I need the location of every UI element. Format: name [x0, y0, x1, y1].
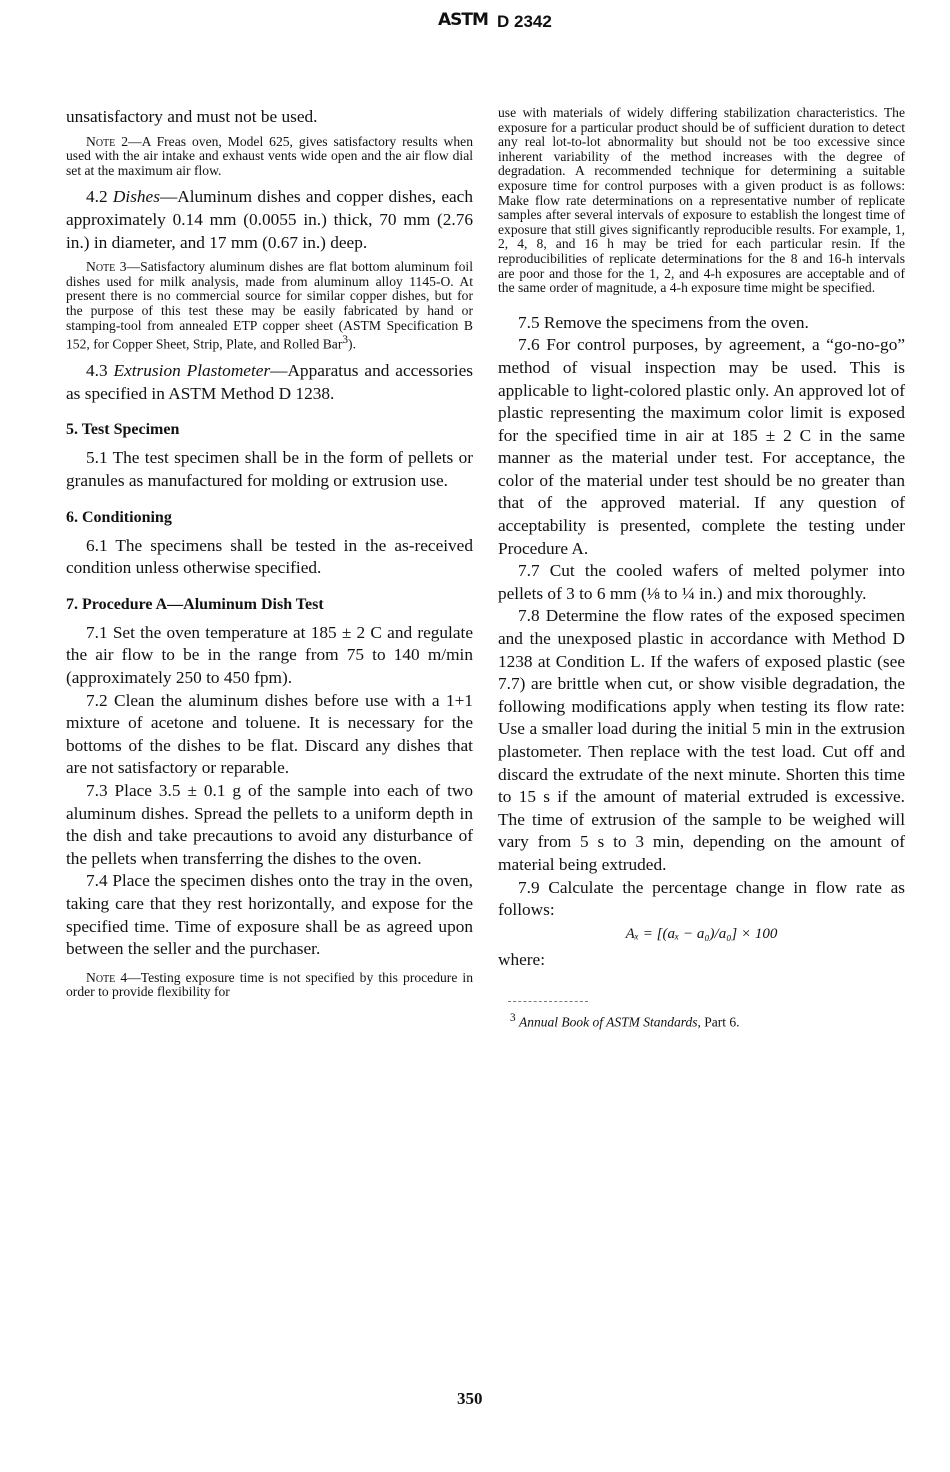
heading-5: 5. Test Specimen — [66, 421, 180, 439]
note-4 — [66, 971, 473, 1000]
section-7-8: 7.8 Determine the flow rates of the exposed specimen and the unexposed plastic in accordance with Method D 1238 at Condition L. If the wafers of exposed plastic (see 7.7) are brittle when cut, or show visible degradation, the following modifications apply when testing its flow rate: Use a smaller load during the initial 5 min in the extrusion plastometer. Then replace with the test load. Cut off and discard the extrudate of the next minute. Shorten this time to 15 s if the amount of material extruded is excessive. The time of extrusion of the sample to be weighed will vary from 5 s to 3 min, depending on the amount of material being extruded. — [498, 606, 905, 874]
section-number: 4.3 — [86, 361, 114, 381]
section-7-9: 7.9 Calculate the percentage change in flow rate as follows: — [498, 877, 905, 920]
page-header — [0, 6, 950, 36]
footnote-text: , Part 6. — [697, 1014, 740, 1030]
section-6-1: 6.1 The specimens shall be tested in the as-received condition unless otherwise specified. — [66, 535, 473, 578]
right-column — [498, 106, 905, 1031]
section-5-1: 5.1 The test specimen shall be in the form of pellets or granules as manufactured for molding or extrusion use. — [66, 448, 473, 491]
left-column — [66, 106, 473, 1008]
section-7-7: 7.7 Cut the cooled wafers of melted polymer into pellets of 3 to 6 mm (⅛ to ¼ in.) and mix thoroughly. — [498, 561, 905, 603]
section-7-1: 7.1 Set the oven temperature at 185 ± 2 C and regulate the air flow to be in the range from 75 to 140 m/min (approximately 250 to 450 fpm). — [66, 622, 473, 687]
paragraph: unsatisfactory and must not be used. — [66, 107, 318, 126]
section-text: —Aluminum dishes and copper dishes, each approximately 0.14 mm (0.0055 in.) thick, 70 mm (2.76 in.) in diameter, and 17 mm (0.67 in.) deep. — [66, 187, 473, 252]
section-text: —Apparatus and accessories as specified in ASTM Method D 1238. — [66, 361, 473, 403]
section-7-6: 7.6 For control purposes, by agreement, a “go-no-go” method of visual inspection may be used. This is applicable to light-colored plastic only. An approved lot of plastic representing the maximum color limit is exposed for the specified time in air at 185 ± 2 C in the same manner as the material under test. For acceptance, the color of the material under test should be no greater than that of the approved material. If any question of acceptability is presented, complete the testing under Procedure A. — [498, 335, 905, 558]
section-title: Dishes — [112, 187, 160, 207]
note-text: —Testing exposure time is not specified by this procedure in order to provide flexibility for — [66, 969, 474, 1000]
document-id: D 2342 — [497, 12, 552, 31]
heading-7: 7. Procedure A—Aluminum Dish Test — [66, 595, 324, 613]
section-4-2 — [66, 186, 473, 254]
footnote-ref: 3 — [342, 334, 349, 347]
note-2 — [66, 135, 473, 179]
footnote-3 — [510, 1012, 905, 1031]
note-text: —Satisfactory aluminum dishes are flat bottom aluminum foil dishes used for milk analysis, made from aluminum alloy 1145-O. At present there is no commercial source for similar copper dishes, but for the purpose of this test these may be easily fabricated by hand or stamping-tool from annealed ETP copper sheet (ASTM Specification B 152, for Copper Sheet, Strip, Plate, and Rolled Bar — [66, 259, 473, 352]
section-number: 4.2 — [86, 187, 113, 207]
footnote-number: 3 — [510, 1012, 516, 1025]
section-7-4: 7.4 Place the specimen dishes onto the tray in the oven, taking care that they rest horizontally, and expose for the specified time. Time of exposure shall be as agreed upon between the seller and the purchaser. — [66, 871, 473, 959]
note-4-continued: use with materials of widely differing stabilization characteristics. The exposure for a particular product should be of sufficient duration to detect any real lot-to-lot abnormality but should not be too excessive since inherent variability of the method increases with the degree of degradation. A recommended technique for determining a suitable exposure time for control purposes with a given product is as follows: Make flow rate determinations on a representative number of replicate samples after several intervals of exposure to establish the longest time of exposure that still gives significantly reproducible results. For example, 1, 2, 4, 8, and 16 h may be tried for each particular resin. If the reproducibilities of replicate determinations for the 8 and 16-h intervals are poor and those for the 1, 2, and 4-h exposures are acceptable and of the same order of magnitude, a 4-h exposure time might be specified. — [498, 105, 905, 296]
page-number: 350 — [457, 1389, 483, 1408]
where-label: where: — [498, 949, 546, 969]
note-label: Note 2 — [86, 133, 128, 149]
section-7-5: 7.5 Remove the specimens from the oven. — [518, 312, 809, 332]
astm-logo: ASTM — [438, 10, 488, 30]
section-4-3 — [66, 360, 473, 405]
section-title: Extrusion Plastometer — [113, 361, 271, 381]
heading-6: 6. Conditioning — [66, 508, 172, 526]
note-label: Note 3 — [86, 259, 127, 275]
note-label: Note 4 — [86, 969, 128, 985]
footnote-divider — [508, 1001, 588, 1002]
note-text-end: ). — [348, 336, 356, 352]
footnote-title: Annual Book of ASTM Standards — [519, 1014, 698, 1030]
section-7-2: 7.2 Clean the aluminum dishes before use with a 1+1 mixture of acetone and toluene. It is necessary for the bottoms of the dishes to be flat. Discard any dishes that are not satisfactory or reparable. — [66, 690, 473, 778]
equation: Aₓ = [(aₓ − a₀)/a₀] × 100 — [625, 925, 778, 942]
section-7-3: 7.3 Place 3.5 ± 0.1 g of the sample into each of two aluminum dishes. Spread the pellets to a uniform depth in the dish and take precautions to avoid any disturbance of the pellets when transferring the dishes to the oven. — [66, 780, 473, 868]
note-3 — [66, 260, 473, 352]
note-text: —A Freas oven, Model 625, gives satisfactory results when used with the air intake and exhaust vents wide open and the air flow dial set at the maximum air flow. — [66, 133, 474, 178]
